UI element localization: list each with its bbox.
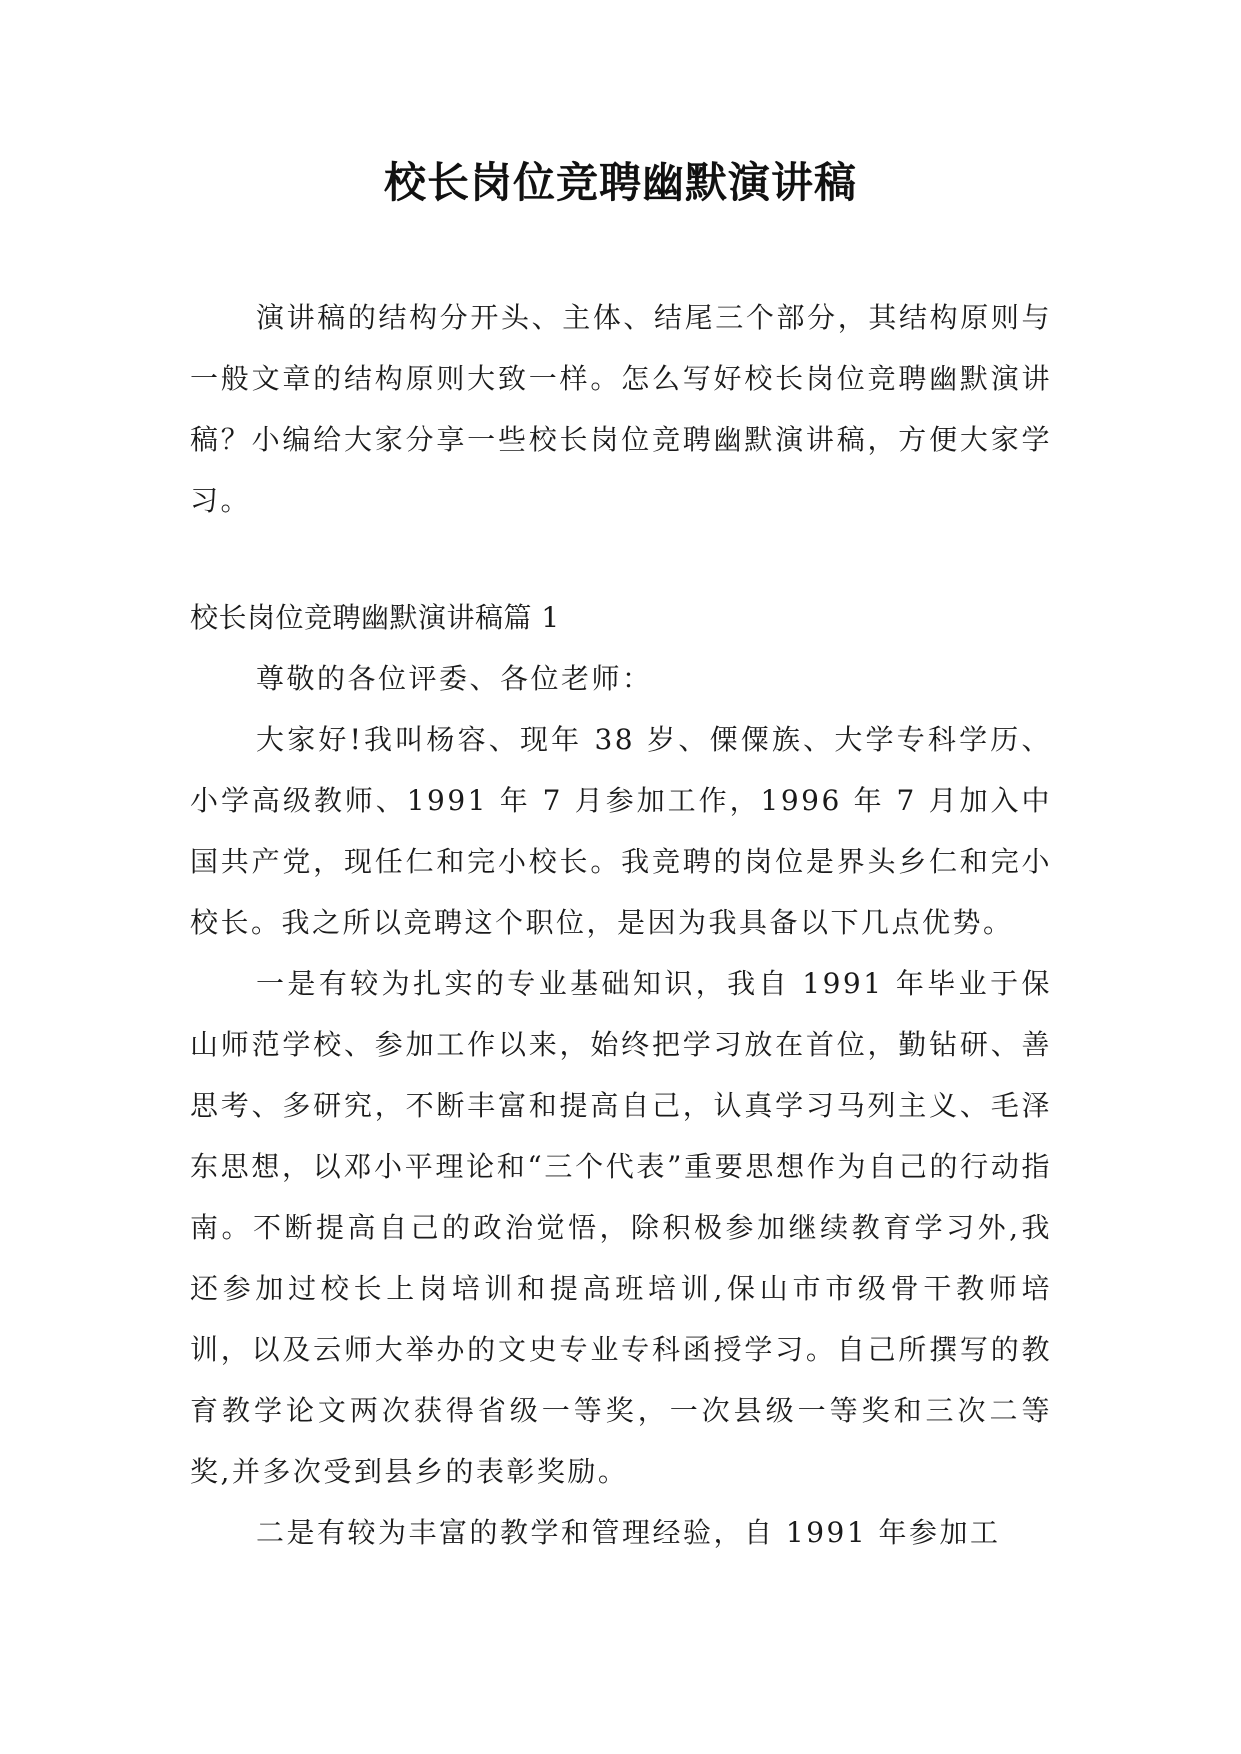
intro-paragraph: 演讲稿的结构分开头、主体、结尾三个部分，其结构原则与一般文章的结构原则大致一样。怎么写好校长岗位竞聘幽默演讲稿？小编给大家分享一些校长岗位竞聘幽默演讲稿，方便大家学习。	[190, 301, 1052, 517]
document-body	[190, 287, 1052, 1563]
salutation-paragraph: 尊敬的各位评委、各位老师：	[256, 662, 653, 695]
document-title: 校长岗位竞聘幽默演讲稿	[383, 158, 857, 207]
section-heading: 校长岗位竞聘幽默演讲稿篇 1	[190, 601, 560, 634]
body-paragraph: 二是有较为丰富的教学和管理经验，自 1991 年参加工	[256, 1516, 1001, 1549]
body-paragraph: 大家好!我叫杨容、现年 38 岁、傈僳族、大学专科学历、小学高级教师、1991 年 7 月参加工作，1996 年 7 月加入中国共产党，现任仁和完小校长。我竞聘的岗位是界头乡仁和完小校长。我之所以竞聘这个职位，是因为我具备以下几点优势。	[190, 723, 1052, 939]
body-paragraph: 一是有较为扎实的专业基础知识，我自 1991 年毕业于保山师范学校、参加工作以来，始终把学习放在首位，勤钻研、善思考、多研究，不断丰富和提高自己，认真学习马列主义、毛泽东思想，以邓小平理论和“三个代表”重要思想作为自己的行动指南。不断提高自己的政治觉悟，除积极参加继续教育学习外,我还参加过校长上岗培训和提高班培训,保山市市级骨干教师培训，以及云师大举办的文史专业专科函授学习。自己所撰写的教育教学论文两次获得省级一等奖，一次县级一等奖和三次二等奖,并多次受到县乡的表彰奖励。	[190, 967, 1052, 1488]
